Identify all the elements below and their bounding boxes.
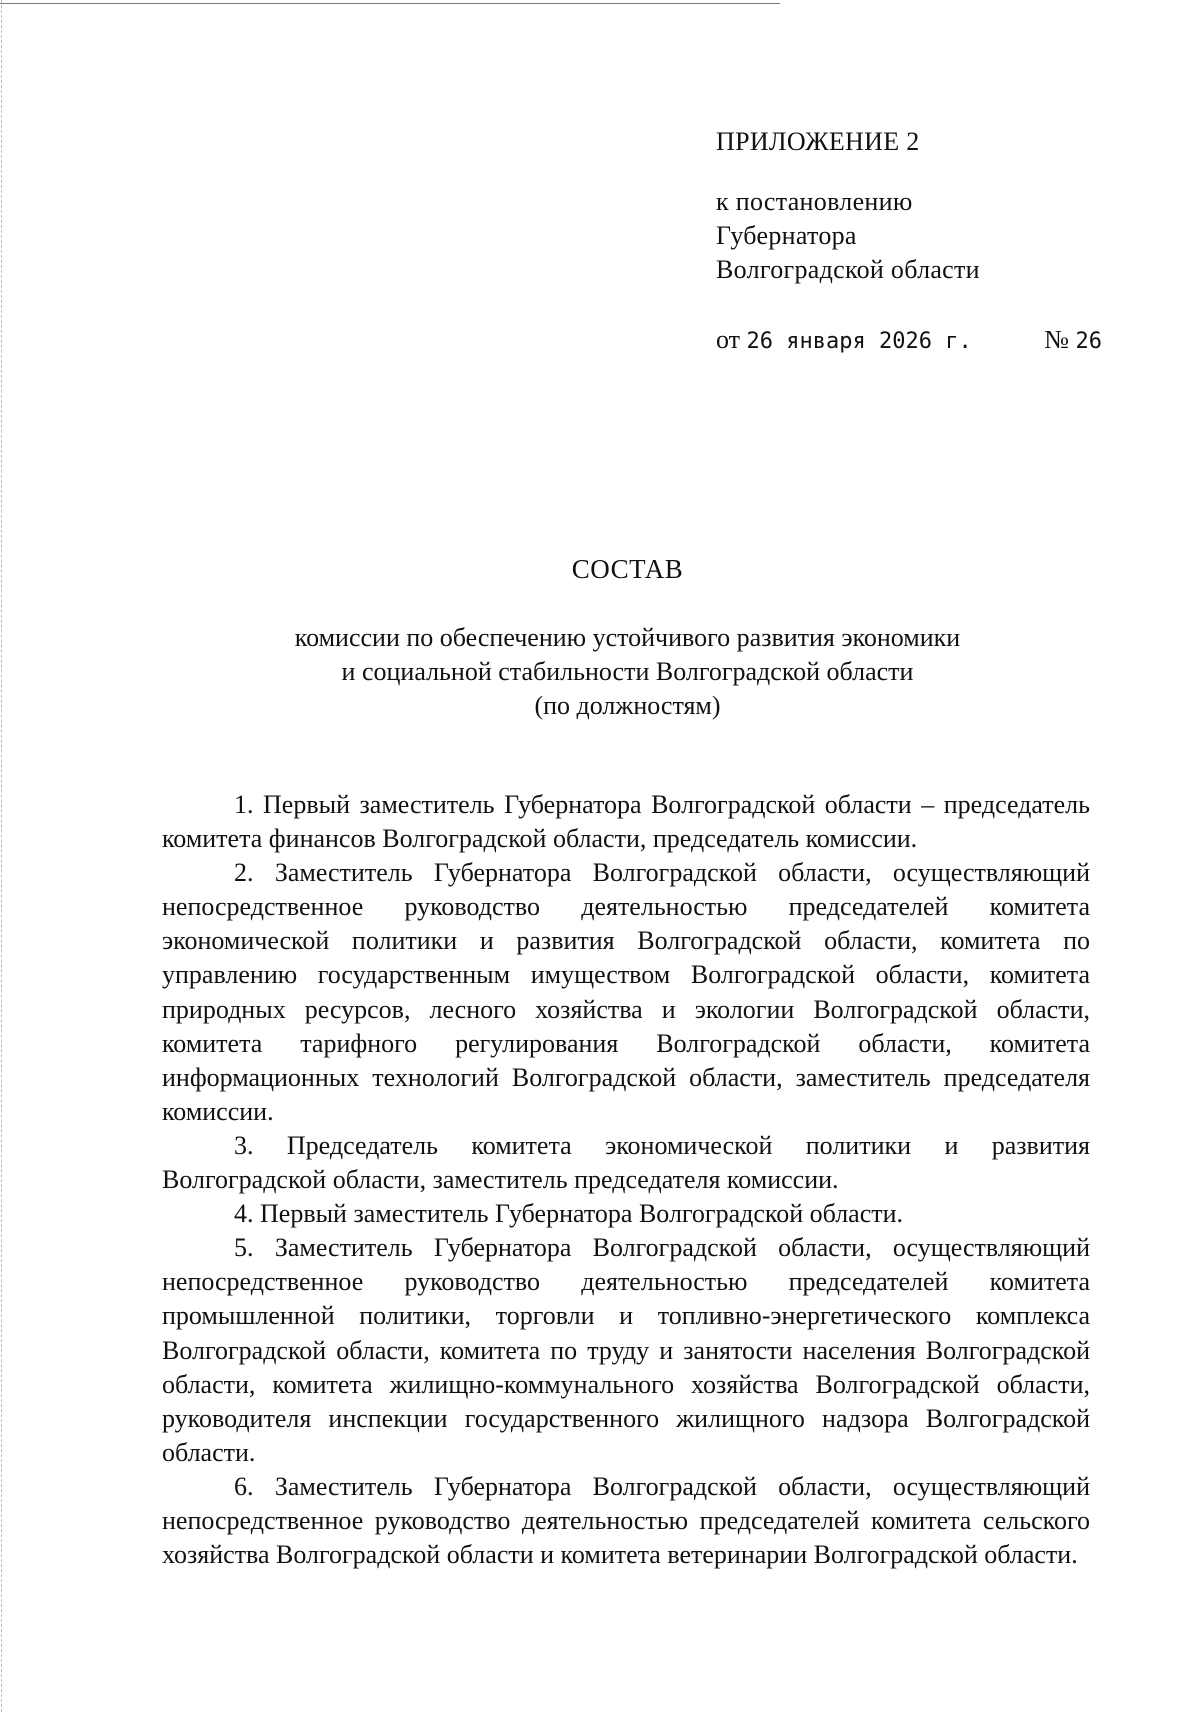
decree-from-label: от bbox=[716, 325, 741, 354]
decree-number: 26 bbox=[1075, 329, 1102, 354]
members-list bbox=[162, 788, 1090, 1572]
decree-number-group bbox=[1044, 323, 1102, 359]
subheading-line-2: и социальной стабильности Волгоградской области bbox=[341, 657, 914, 686]
decree-date: 26 января 2026 г. bbox=[746, 329, 972, 354]
appendix-block bbox=[716, 125, 980, 287]
member-item-1: 1. Первый заместитель Губернатора Волгоградской области – председатель комитета финансов Волгоградской области, председатель комиссии. bbox=[162, 790, 1090, 854]
member-item-3: 3. Председатель комитета экономической политики и развития Волгоградской области, заместитель председателя комиссии. bbox=[162, 1130, 1090, 1195]
subheading-line-1: комиссии по обеспечению устойчивого развития экономики bbox=[294, 623, 961, 652]
appendix-to-line: к постановлению bbox=[716, 187, 913, 216]
scan-left-edge bbox=[1, 0, 2, 1712]
appendix-authority: Губернатора bbox=[716, 221, 857, 250]
scan-top-edge bbox=[0, 3, 780, 4]
document-heading: СОСТАВ bbox=[571, 554, 684, 584]
document-subheading bbox=[0, 621, 1200, 723]
member-item-2: 2. Заместитель Губернатора Волгоградской области, осуществляющий непосредственное руководство деятельностью председателей комитета экономической политики и развития Волгоградской области, комитета по управлению государственным имуществом Волгоградской области, комитета природных ресурсов, лесного хозяйства и экологии Волгоградской области, комитета тарифного регулирования Волгоградской области, комитета информационных технологий Волгоградской области, заместитель председателя комиссии. bbox=[162, 858, 1090, 1126]
member-item-6: 6. Заместитель Губернатора Волгоградской области, осуществляющий непосредственное руководство деятельностью председателей комитета сельского хозяйства Волгоградской области и комитета ветеринарии Волгоградской области. bbox=[162, 1471, 1090, 1570]
decree-number-label: № bbox=[1044, 325, 1069, 354]
appendix-title: ПРИЛОЖЕНИЕ 2 bbox=[716, 127, 920, 156]
member-item-5: 5. Заместитель Губернатора Волгоградской области, осуществляющий непосредственное руководство деятельностью председателей комитета промышленной политики, торговли и топливно-энергетического комплекса Волгоградской области, комитета по труду и занятости населения Волгоградской области, комитета жилищно-коммунального хозяйства Волгоградской области, руководителя инспекции государственного жилищного надзора Волгоградской области. bbox=[162, 1233, 1090, 1467]
decree-line bbox=[716, 323, 1102, 359]
member-item-4: 4. Первый заместитель Губернатора Волгоградской области. bbox=[234, 1199, 904, 1229]
subheading-line-3: (по должностям) bbox=[534, 691, 721, 720]
appendix-region: Волгоградской области bbox=[716, 255, 980, 284]
